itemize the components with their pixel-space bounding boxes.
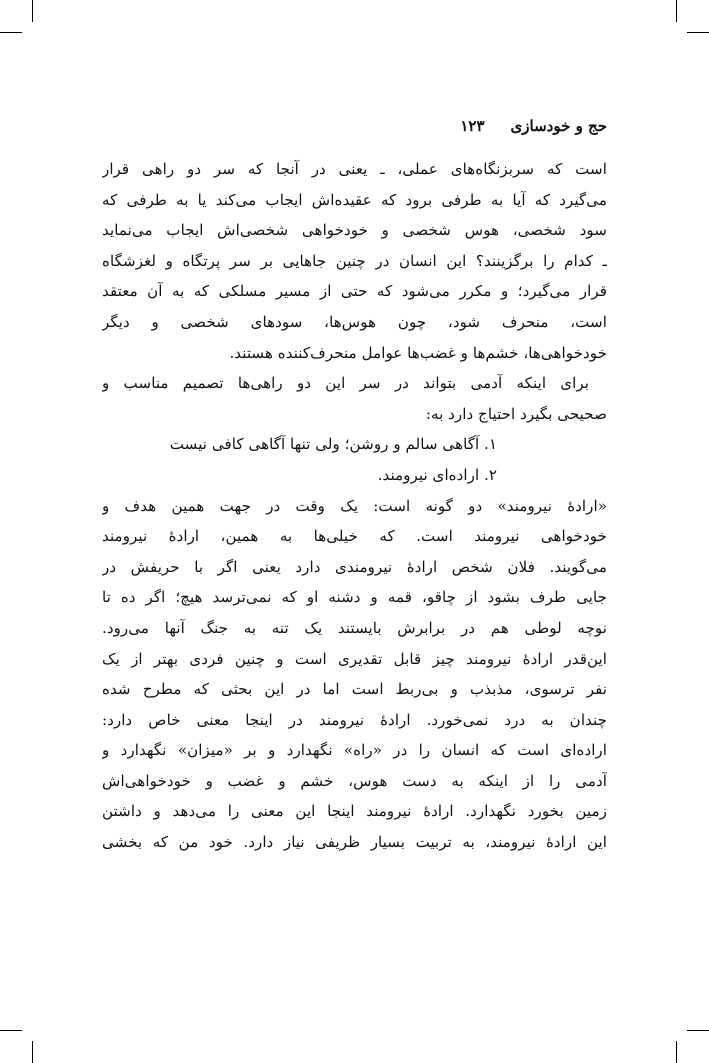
text-line: خودخواهی‌ها، خشم‌ها و غضب‌ها عوامل منحرف‌کننده هستند.: [229, 343, 607, 362]
text-line: می‌گویند. فلان شخص ارادهٔ نیرومندی دارد یعنی اگر با حریفش در: [102, 557, 607, 576]
body-text: [102, 154, 607, 858]
crop-mark-bottom-left-vertical: [32, 1041, 33, 1063]
text-line: چندان به درد نمی‌خورد. ارادهٔ نیرومند در اینجا معنی خاص دارد:: [102, 710, 607, 729]
crop-mark-top-left-horizontal: [0, 32, 22, 33]
page-number: ۱۲۳: [460, 117, 485, 135]
crop-mark-top-right-vertical: [676, 0, 677, 22]
text-line: قرار می‌گیرد؛ و مکرر می‌شود که حتی از مسیر مسلکی که به آن معتقد: [102, 282, 607, 301]
crop-mark-top-right-horizontal: [687, 32, 709, 33]
paragraph-1: [102, 154, 607, 368]
text-line: می‌گیرد که آیا به طرفی برود که عقیده‌اش ایجاب می‌کند یا به طرفی که: [102, 190, 607, 209]
numbered-list: [102, 429, 607, 490]
text-line: اراده‌ای است که انسان را در «راه» نگهدارد و بر «میزان» نگهدارد و: [102, 741, 607, 760]
text-line: «ارادهٔ نیرومند» دو گونه است: یک وقت در جهت همین هدف و: [102, 496, 607, 515]
text-line: ـ کدام را برگزینند؟ این انسان در چنین جاهایی بر سر پرتگاه و لغزشگاه: [102, 251, 607, 270]
text-line: سود شخصی، هوس شخصی و خودخواهی شخصی‌اش ایجاب می‌نماید: [102, 221, 607, 240]
text-line: نوچه لوطی هم در برابرش بایستند یک تنه به جنگ آنها می‌رود.: [102, 618, 607, 637]
running-head-title: حج و خودسازی: [510, 117, 607, 135]
paragraph-2: [102, 368, 607, 429]
text-line: نفر ترسوی، مذبذب و بی‌ربط است اما در این بحثی که مطرح شده: [102, 680, 607, 699]
crop-mark-bottom-right-horizontal: [687, 1030, 709, 1031]
text-line: برای اینکه آدمی بتواند در سر این دو راهی‌ها تصمیم مناسب و: [102, 374, 589, 393]
paragraph-3: [102, 491, 607, 858]
list-item: ۱. آگاهی سالم و روشن؛ ولی تنها آگاهی کافی نیست: [169, 435, 497, 454]
crop-mark-bottom-left-horizontal: [0, 1030, 22, 1031]
list-item: ۲. اراده‌ای نیرومند.: [377, 465, 497, 484]
text-line: خودخواهی نیرومند است. که خیلی‌ها به همین، ارادهٔ نیرومند: [102, 527, 607, 546]
text-line: صحیحی بگیرد احتیاج دارد به:: [425, 404, 607, 423]
text-line: این‌قدر ارادهٔ نیرومند چیز قابل تقدیری است و چنین فردی بهتر از یک: [102, 649, 607, 668]
crop-mark-bottom-right-vertical: [676, 1041, 677, 1063]
text-line: آدمی را از اینکه به دست هوس، خشم و غضب و خودخواهی‌اش: [102, 771, 607, 790]
text-line: این ارادهٔ نیرومند، به تربیت بسیار ظریفی نیاز دارد. خود من که بخشی: [102, 833, 607, 852]
crop-mark-top-left-vertical: [32, 0, 33, 22]
text-line: است که سربزنگاه‌های عملی، ـ یعنی در آنجا که سر دو راهی قرار: [102, 160, 607, 178]
running-head: [102, 114, 607, 138]
text-line: است، منحرف شود، چون هوس‌ها، سودهای شخصی و دیگر: [102, 312, 607, 331]
text-line: زمین بخورد نگهدارد. ارادهٔ نیرومند اینجا این معنی را می‌دهد و داشتن: [102, 802, 607, 821]
text-line: جایی طرف بشود از چاقو، قمه و دشنه او که نمی‌ترسد هیچ؛ اگر ده تا: [102, 588, 607, 607]
